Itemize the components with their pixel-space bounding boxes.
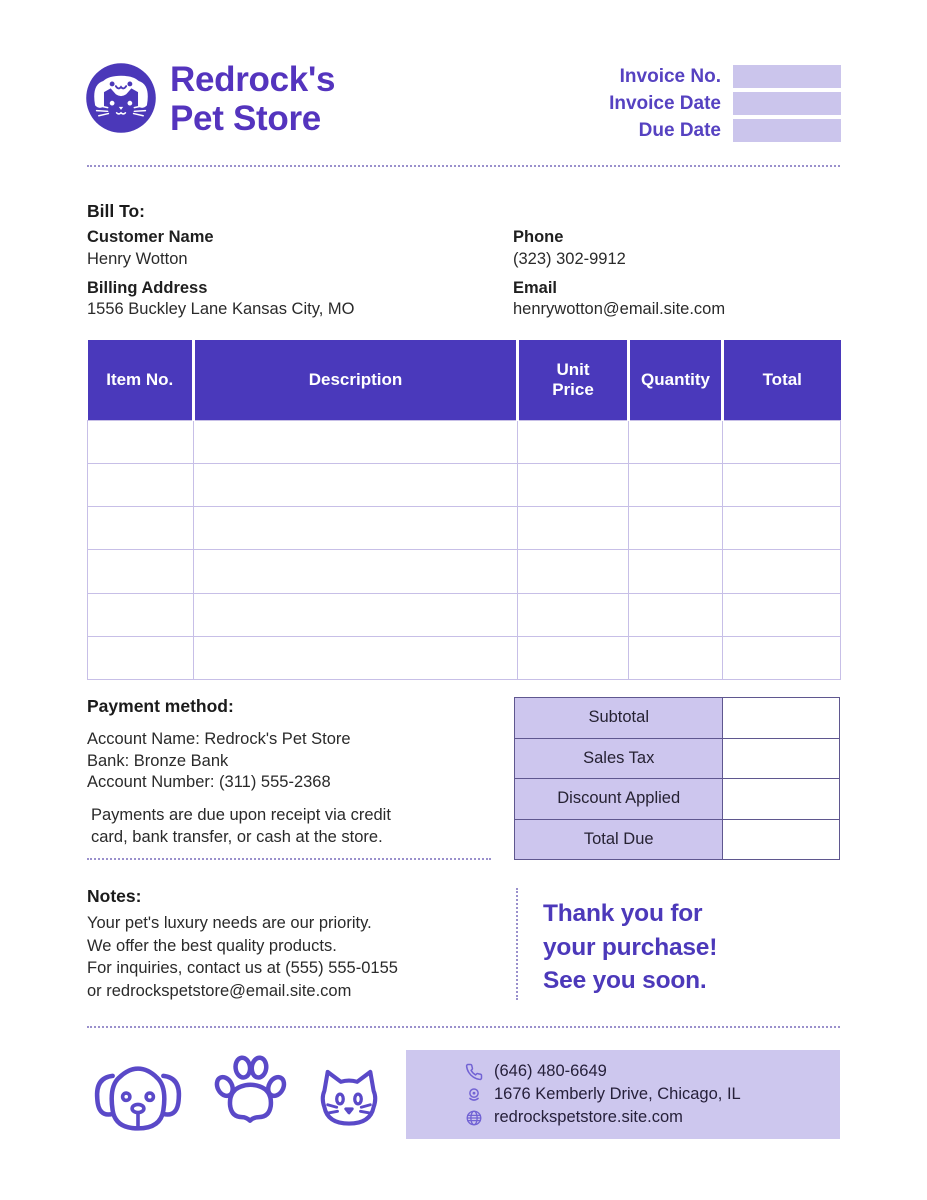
sales-tax-row <box>515 738 840 779</box>
text-line: Your pet's luxury needs are our priority. <box>87 914 372 932</box>
bill-to-left-column <box>87 227 355 328</box>
due-date-row <box>520 119 841 142</box>
sales-tax-value-cell[interactable] <box>723 738 840 779</box>
item-cell[interactable] <box>88 550 194 593</box>
text-line: or redrockspetstore@email.site.com <box>87 981 352 1000</box>
customer-name-group <box>87 227 355 270</box>
payment-note <box>91 805 391 848</box>
item-cell[interactable] <box>194 550 518 593</box>
invoice-no-row <box>520 65 841 88</box>
globe-icon <box>465 1109 483 1127</box>
text-line: See you soon. <box>543 967 707 994</box>
phone-icon <box>465 1063 483 1081</box>
item-cell[interactable] <box>723 636 841 679</box>
total-due-row <box>515 819 840 860</box>
footer-website-text: redrockspetstore.site.com <box>494 1108 683 1126</box>
table-row <box>88 593 841 636</box>
dog-icon <box>88 1056 188 1142</box>
text-line: For inquiries, contact us at (555) 555-0155 <box>87 959 398 977</box>
billing-address-label: Billing Address <box>87 278 208 297</box>
text-line: Thank you for <box>543 900 703 927</box>
item-cell[interactable] <box>88 507 194 550</box>
table-row <box>88 463 841 506</box>
item-cell[interactable] <box>518 550 629 593</box>
items-table-header <box>88 340 841 420</box>
billing-address-group <box>87 278 355 321</box>
phone-label: Phone <box>513 228 564 246</box>
item-cell[interactable] <box>88 420 194 463</box>
total-due-label: Total Due <box>515 819 723 860</box>
phone-group <box>513 227 725 270</box>
payment-details <box>87 729 351 794</box>
footer-address-text: 1676 Kemberly Drive, Chicago, IL <box>494 1085 741 1103</box>
invoice-no-label: Invoice No. <box>619 65 721 87</box>
pet-store-logo-icon <box>84 61 158 135</box>
email-value: henrywotton@email.site.com <box>513 300 726 318</box>
summary-table <box>514 697 840 860</box>
notes-vertical-divider <box>516 888 518 1000</box>
notes-text <box>87 912 398 1002</box>
paw-icon <box>205 1048 295 1134</box>
text-line: card, bank transfer, or cash at the store. <box>91 827 383 846</box>
table-row <box>88 420 841 463</box>
item-cell[interactable] <box>518 636 629 679</box>
payment-divider <box>87 858 491 860</box>
due-date-label: Due Date <box>638 119 721 141</box>
subtotal-label: Subtotal <box>515 698 723 739</box>
bill-to-heading: Bill To: <box>87 201 145 221</box>
item-cell[interactable] <box>88 463 194 506</box>
phone-value: (323) 302-9912 <box>513 249 626 268</box>
customer-name-value: Henry Wotton <box>87 249 188 268</box>
table-row <box>88 636 841 679</box>
invoice-date-row <box>520 92 841 115</box>
footer-phone-text: (646) 480-6649 <box>494 1062 607 1080</box>
item-cell[interactable] <box>518 593 629 636</box>
item-cell[interactable] <box>88 593 194 636</box>
footer-divider <box>87 1026 840 1028</box>
text-line: Payments are due upon receipt via credit <box>91 806 391 824</box>
discount-value-cell[interactable] <box>723 779 840 820</box>
item-cell[interactable] <box>723 420 841 463</box>
store-title-line2: Pet Store <box>170 99 321 138</box>
notes-heading: Notes: <box>87 886 142 906</box>
items-table <box>87 340 841 680</box>
text-line: Account Number: (311) 555-2368 <box>87 773 331 792</box>
email-group <box>513 278 725 321</box>
item-cell[interactable] <box>723 463 841 506</box>
bill-to-right-column <box>513 227 725 328</box>
invoice-date-field[interactable] <box>733 92 841 115</box>
item-cell[interactable] <box>194 420 518 463</box>
billing-address-value: 1556 Buckley Lane Kansas City, MO <box>87 300 355 318</box>
footer-website-row <box>465 1106 840 1129</box>
item-cell[interactable] <box>723 593 841 636</box>
col-total: Total <box>723 340 841 420</box>
email-label: Email <box>513 278 558 297</box>
footer-contact-box <box>406 1050 840 1139</box>
discount-row <box>515 779 840 820</box>
discount-label: Discount Applied <box>515 779 723 820</box>
col-quantity: Quantity <box>629 340 723 420</box>
table-row <box>88 507 841 550</box>
invoice-meta <box>520 65 841 146</box>
col-item-no: Item No. <box>88 340 194 420</box>
item-cell[interactable] <box>723 507 841 550</box>
sales-tax-label: Sales Tax <box>515 738 723 779</box>
item-cell[interactable] <box>518 463 629 506</box>
text-line: Bank: Bronze Bank <box>87 751 229 770</box>
col-unit-price: Unit Price <box>518 340 629 420</box>
item-cell[interactable] <box>723 550 841 593</box>
item-cell[interactable] <box>629 636 723 679</box>
text-line: We offer the best quality products. <box>87 936 337 955</box>
item-cell[interactable] <box>629 507 723 550</box>
header-divider <box>87 165 840 167</box>
store-title <box>170 60 335 138</box>
payment-method-heading: Payment method: <box>87 696 234 716</box>
footer-phone-row <box>465 1060 840 1083</box>
table-row <box>88 550 841 593</box>
cat-icon <box>308 1060 390 1138</box>
col-description: Description <box>194 340 518 420</box>
subtotal-value-cell[interactable] <box>723 698 840 739</box>
subtotal-row <box>515 698 840 739</box>
thank-you-message <box>543 897 717 998</box>
invoice-date-label: Invoice Date <box>609 92 721 114</box>
item-cell[interactable] <box>518 507 629 550</box>
item-cell[interactable] <box>194 593 518 636</box>
text-line: Account Name: Redrock's Pet Store <box>87 730 351 748</box>
location-pin-icon <box>465 1086 483 1104</box>
item-cell[interactable] <box>629 593 723 636</box>
item-cell[interactable] <box>518 420 629 463</box>
text-line: your purchase! <box>543 933 718 961</box>
total-due-value-cell[interactable] <box>723 819 840 860</box>
item-cell[interactable] <box>194 636 518 679</box>
item-cell[interactable] <box>194 463 518 506</box>
store-title-line1: Redrock's <box>170 60 336 99</box>
item-cell[interactable] <box>194 507 518 550</box>
invoice-no-field[interactable] <box>733 65 841 88</box>
item-cell[interactable] <box>629 463 723 506</box>
due-date-field[interactable] <box>733 119 841 142</box>
footer-address-row <box>465 1083 840 1106</box>
item-cell[interactable] <box>88 636 194 679</box>
item-cell[interactable] <box>629 420 723 463</box>
customer-name-label: Customer Name <box>87 228 214 246</box>
item-cell[interactable] <box>629 550 723 593</box>
